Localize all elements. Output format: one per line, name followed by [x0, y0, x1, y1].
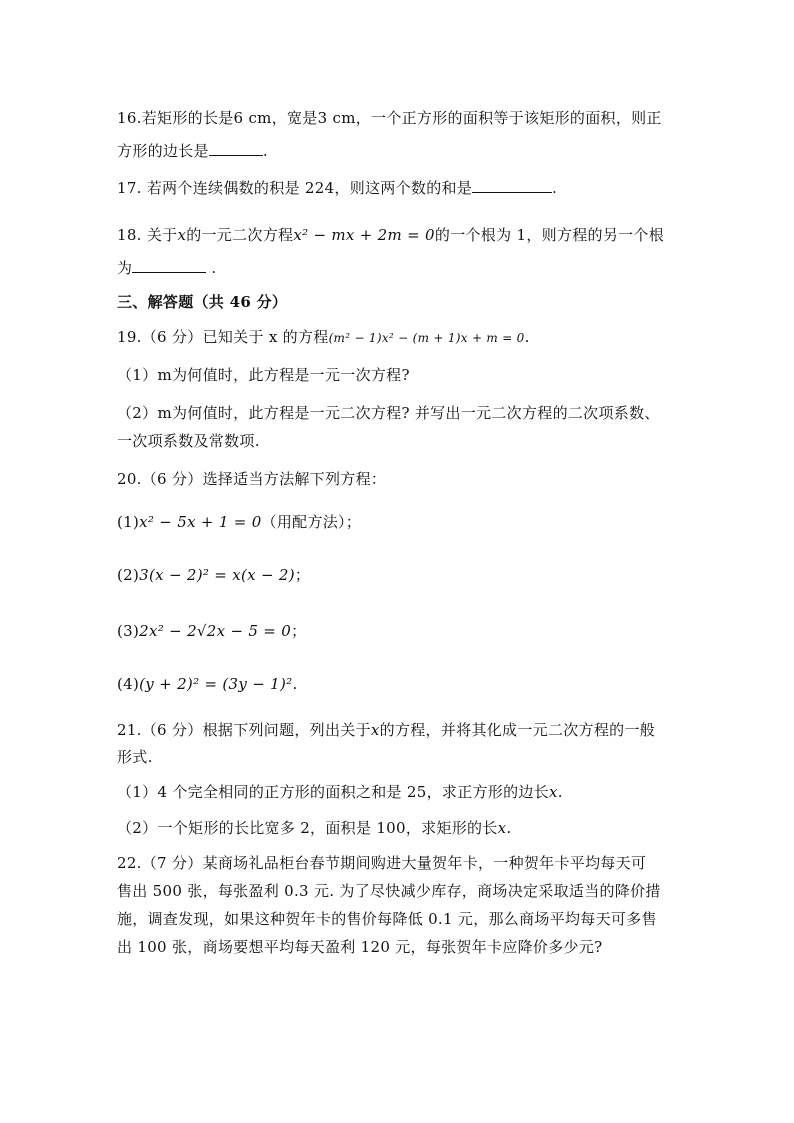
q19-sub-2-line-2: 一次项系数及常数项. — [117, 432, 260, 450]
q20-item-2: (2)3(x − 2)² = x(x − 2)； — [117, 566, 311, 584]
math-variable: x — [177, 226, 187, 244]
answer-blank[interactable] — [132, 258, 206, 273]
math-equation: (m² − 1)x² − (m + 1)x + m = 0 — [328, 331, 525, 345]
q16-text-2: 方形的边长是 — [117, 142, 209, 160]
math-variable: x — [370, 721, 380, 739]
q16-line-2: 方形的边长是 . — [117, 142, 268, 160]
q20-item-3: (3)2x² − 2√2x − 5 = 0； — [117, 622, 307, 640]
answer-blank[interactable] — [209, 141, 263, 156]
math-equation: 2x² − 2√2x − 5 = 0 — [139, 622, 292, 640]
math-equation: x² − mx + 2m = 0 — [293, 226, 435, 244]
q21-line-1: 21.（6 分）根据下列问题，列出关于x的方程，并将其化成一元二次方程的一般 — [117, 721, 656, 739]
q16-text: 16.若矩形的长是6 cm，宽是3 cm，一个正方形的面积等于该矩形的面积，则正 — [117, 109, 662, 127]
math-equation: 3(x − 2)² = x(x − 2) — [139, 566, 295, 584]
q22-line-2: 售出 500 张，每张盈利 0.3 元. 为了尽快减少库存，商场决定采取适当的降价措 — [117, 882, 661, 900]
q20-title: 20.（6 分）选择适当方法解下列方程： — [117, 470, 387, 488]
q16-line-1 — [117, 108, 662, 128]
q21-sub-1: （1）4 个完全相同的正方形的面积之和是 25，求正方形的边长x. — [117, 783, 563, 801]
q19-line-1: 19.（6 分）已知关于 x 的方程(m² − 1)x² − (m + 1)x + m = 0. — [117, 328, 530, 346]
math-variable: x — [549, 783, 558, 801]
q21-line-2: 形式. — [117, 748, 153, 766]
q18-line-1: 18. 关于x的一元二次方程x² − mx + 2m = 0的一个根为 1，则方程的另一个根 — [117, 226, 665, 244]
q20-item-4: (4)(y + 2)² = (3y − 1)². — [117, 675, 298, 693]
q17-text: 17. 若两个连续偶数的积是 224，则这两个数的和是 — [117, 179, 473, 197]
q20-item-1: (1)x² − 5x + 1 = 0（用配方法）； — [117, 513, 362, 531]
q18-line-2: 为 . — [117, 259, 217, 277]
q22-line-3: 施，调查发现，如果这种贺年卡的售价每降低 0.1 元，那么商场平均每天可多售 — [117, 910, 657, 928]
math-equation: (y + 2)² = (3y − 1)² — [139, 675, 293, 693]
math-variable: x — [497, 819, 507, 837]
q21-sub-2: （2）一个矩形的长比宽多 2，面积是 100，求矩形的长x. — [117, 819, 512, 837]
q19-sub-2-line-1: （2）m为何值时，此方程是一元二次方程? 并写出一元二次方程的二次项系数、 — [117, 404, 660, 422]
answer-blank[interactable] — [472, 178, 552, 193]
q22-line-1: 22.（7 分）某商场礼品柜台春节期间购进大量贺年卡，一种贺年卡平均每天可 — [117, 854, 647, 872]
section-heading: 三、解答题（共 46 分） — [117, 293, 288, 311]
q22-line-4: 出 100 张，商场要想平均每天盈利 120 元，每张贺年卡应降价多少元? — [117, 938, 603, 956]
q19-sub-1: （1）m为何值时，此方程是一元一次方程? — [117, 366, 410, 384]
math-equation: x² − 5x + 1 = 0 — [139, 513, 262, 531]
q17-line: 17. 若两个连续偶数的积是 224，则这两个数的和是 . — [117, 179, 558, 197]
